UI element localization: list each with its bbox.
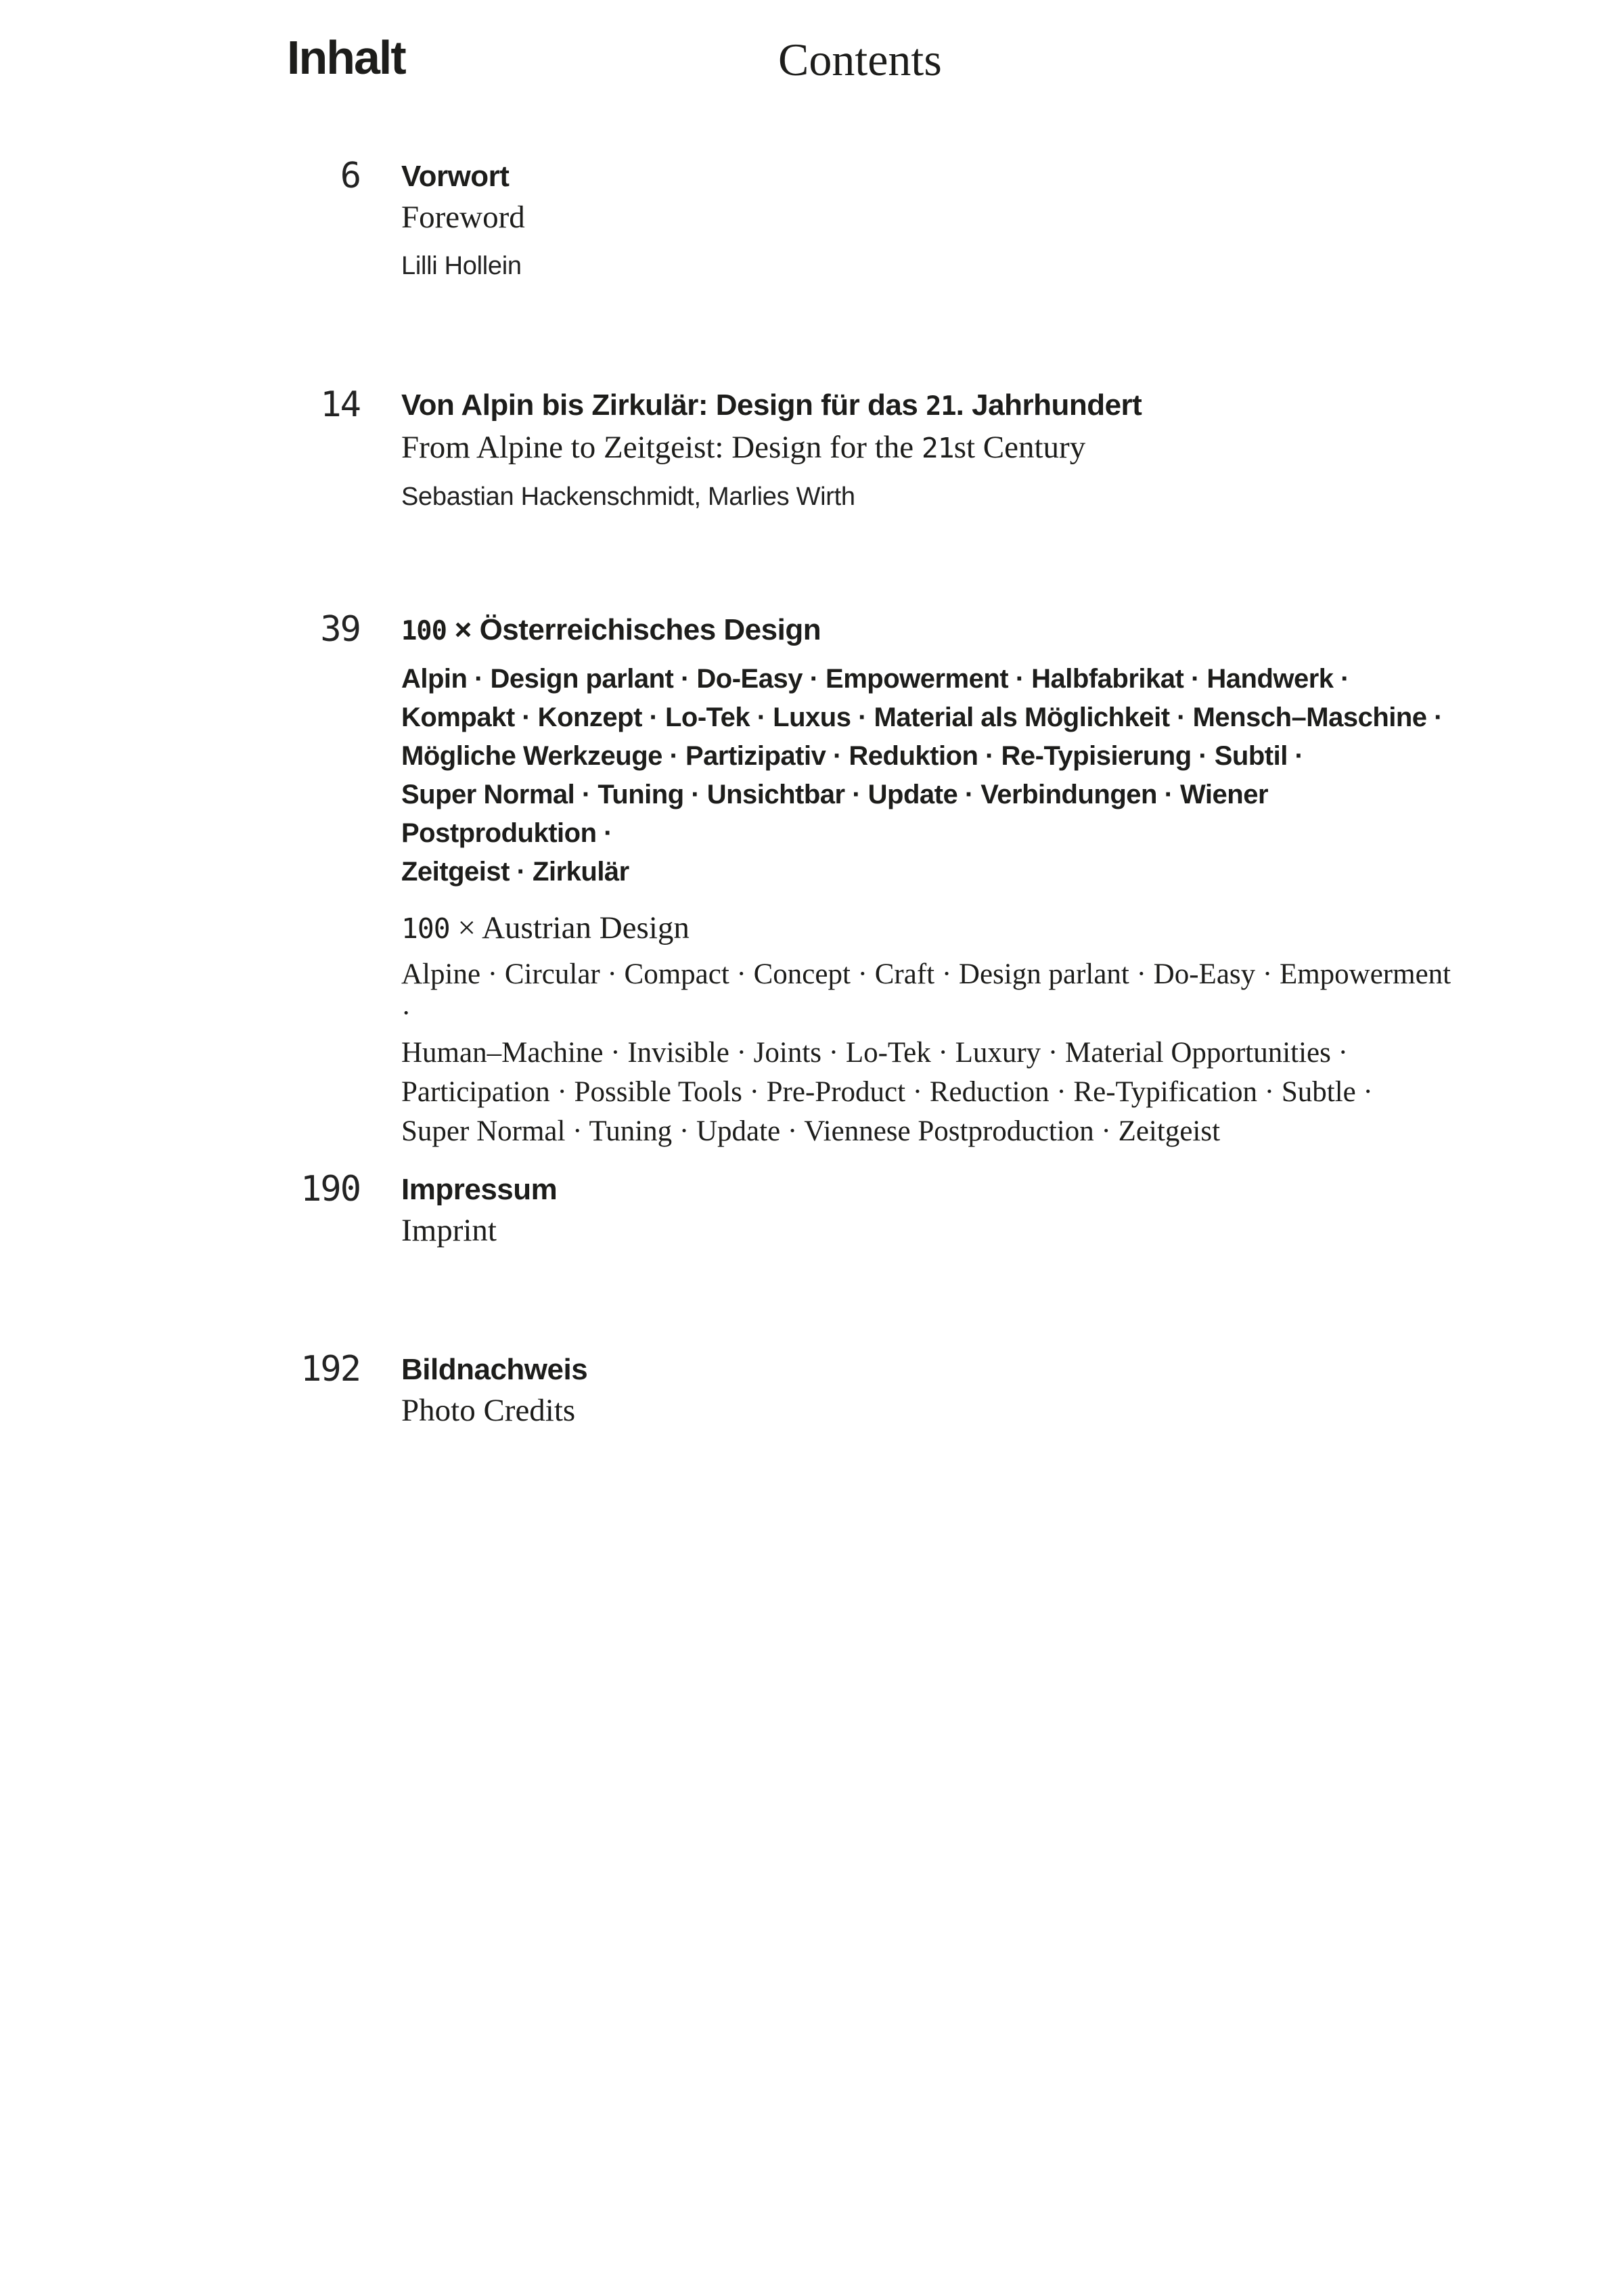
keywords-german-line: Super Normal · Tuning · Unsichtbar · Update · Verbindungen · Wiener Postproduktion · [401, 780, 1269, 848]
entry-page-number: 190 [300, 1169, 360, 1209]
keywords-german [401, 660, 1457, 891]
entry-title-english: Foreword [401, 200, 525, 235]
entry-authors: Lilli Hollein [401, 252, 522, 280]
entry-page-number: 6 [340, 156, 360, 196]
keywords-english [401, 955, 1457, 1151]
keywords-german-line: Mögliche Werkzeuge · Partizipativ · Reduktion · Re-Typisierung · Subtil · [401, 741, 1304, 771]
keywords-german-line: Kompakt · Konzept · Lo-Tek · Luxus · Material als Möglichkeit · Mensch–Maschine · [401, 703, 1443, 732]
keywords-english-line: Human–Machine · Invisible · Joints · Lo-Tek · Luxury · Material Opportunities · [401, 1037, 1348, 1069]
entry-page-number: 39 [320, 609, 360, 650]
toc-entry-foreword [0, 156, 1543, 282]
entry-title-german: 100 × Österreichisches Design [401, 613, 821, 646]
page-title-german: Inhalt [287, 31, 405, 84]
entry-authors: Sebastian Hackenschmidt, Marlies Wirth [401, 483, 855, 511]
entry-body [401, 1349, 1457, 1431]
entry-body [401, 384, 1457, 512]
entry-title-german: Impressum [401, 1173, 558, 1206]
entry-title-english: 100 × Austrian Design [401, 910, 690, 945]
entry-body [401, 1169, 1457, 1251]
entry-body [401, 156, 1457, 282]
toc-entry-imprint [0, 1169, 1543, 1251]
entry-title-english: Photo Credits [401, 1393, 576, 1428]
entry-title-german: Vorwort [401, 160, 510, 193]
entry-title-english: Imprint [401, 1213, 497, 1248]
keywords-german-line: Alpin · Design parlant · Do-Easy · Empowerment · Halbfabrikat · Handwerk · [401, 664, 1349, 694]
keywords-english-line: Super Normal · Tuning · Update · Viennese Postproduction · Zeitgeist [401, 1115, 1221, 1147]
keywords-english-line: Participation · Possible Tools · Pre-Product · Reduction · Re-Typification · Subtle · [401, 1076, 1373, 1108]
entry-page-number: 14 [320, 384, 360, 425]
entry-title-german: Von Alpin bis Zirkulär: Design für das 21. Jahrhundert [401, 388, 1142, 422]
entry-title-german: Bildnachweis [401, 1353, 588, 1386]
entry-body [401, 609, 1457, 1151]
keywords-german-line: Zeitgeist · Zirkulär [401, 857, 629, 887]
entry-page-number: 192 [300, 1349, 360, 1389]
toc-entry-100-austrian-design [0, 609, 1543, 1151]
toc-entry-from-alpine-to-zeitgeist [0, 384, 1543, 512]
page-title-english: Contents [778, 34, 942, 85]
keywords-english-line: Alpine · Circular · Compact · Concept · Craft · Design parlant · Do-Easy · Empowerment · [401, 958, 1451, 1029]
toc-entry-photo-credits [0, 1349, 1543, 1431]
entry-title-english: From Alpine to Zeitgeist: Design for the 21st Century [401, 430, 1086, 465]
